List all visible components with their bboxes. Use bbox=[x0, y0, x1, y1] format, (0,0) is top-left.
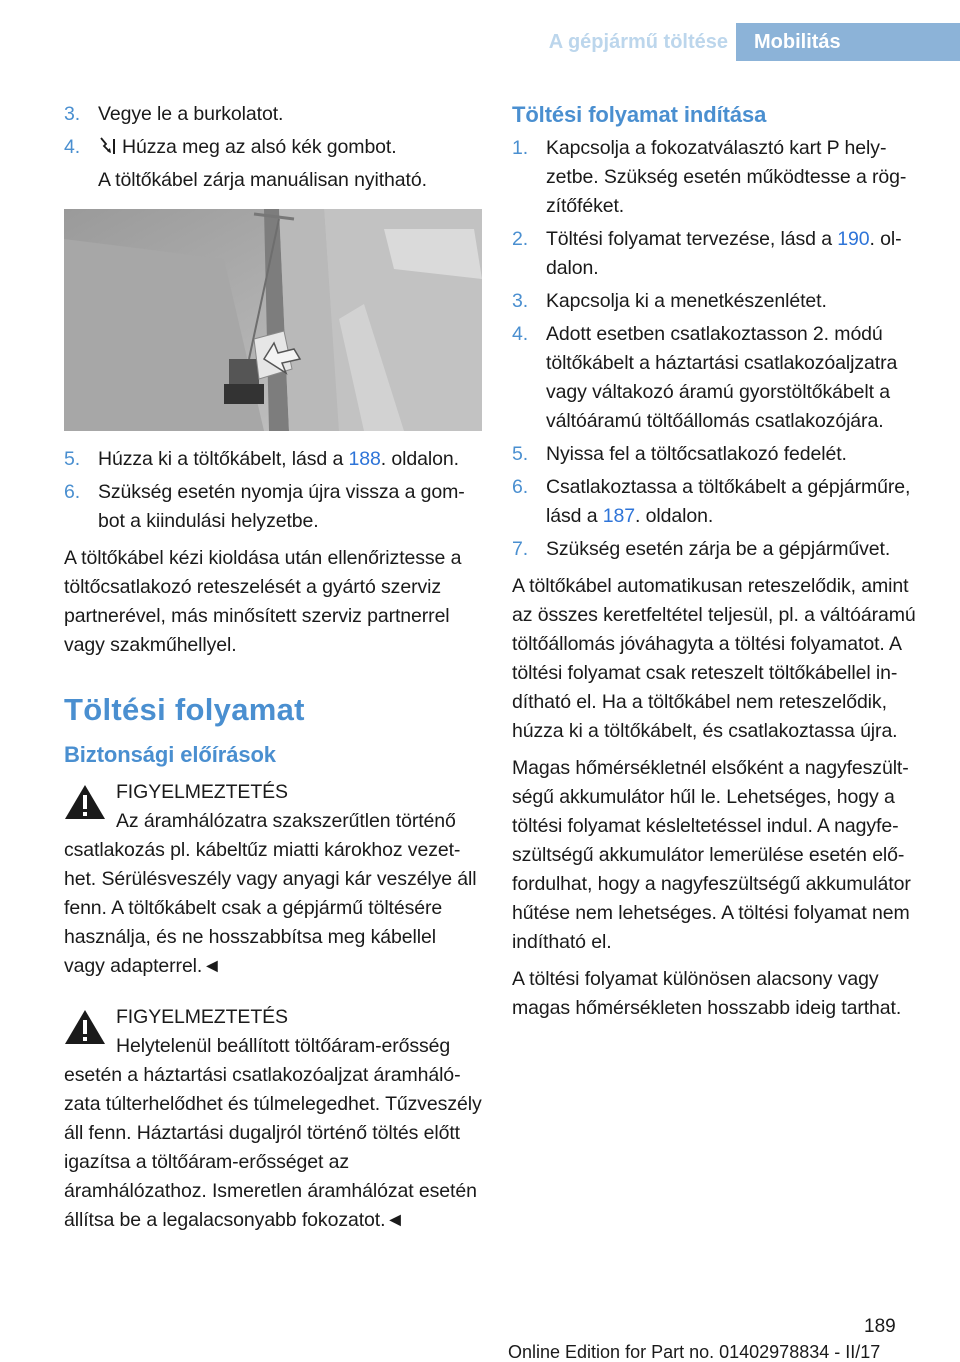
step-number: 1. bbox=[512, 137, 529, 159]
step-number: 5. bbox=[64, 448, 81, 470]
warning-triangle-icon bbox=[64, 1009, 106, 1045]
step-number: 6. bbox=[512, 476, 529, 498]
warning-text: csatlakozás pl. kábeltűz miatti károkhoz vezethet. Sérülésveszély vagy anyagi kár veszélye áll fenn. A töltőkábelt csak a gépjármű töltésére használja, és ne hosszabbítsa meg kábellel vagy adapterrel.◄ bbox=[64, 839, 477, 977]
step-4 bbox=[64, 133, 482, 162]
step-number: 3. bbox=[64, 103, 81, 125]
page-link-187[interactable]: 187 bbox=[602, 505, 636, 527]
step-text-pre: Húzza ki a töltőkábelt, lásd a bbox=[98, 448, 349, 470]
warning-block bbox=[64, 778, 482, 981]
charging-cable-lock-photo bbox=[64, 209, 482, 431]
section-heading: Töltési folyamat indítása bbox=[512, 102, 767, 127]
step-text: Szükség esetén zárja be a gépjárművet. bbox=[546, 538, 891, 560]
step-6 bbox=[512, 473, 932, 531]
edition-footer: Online Edition for Part no. 01402978834 - II/17 bbox=[508, 1342, 881, 1362]
step-text-pre: Töltési folyamat tervezése, lásd a bbox=[546, 228, 838, 250]
step-6 bbox=[64, 478, 482, 536]
warning-triangle-icon bbox=[64, 784, 106, 820]
step-text: Szükség esetén nyomja újra vissza a gombot a kiindulási helyzetbe. bbox=[98, 481, 465, 532]
pull-lever-icon bbox=[98, 136, 116, 156]
step-text: Kapcsolja a fokozatválasztó kart P helyzetbe. Szükség esetén működtesse a rögzítőféket. bbox=[546, 137, 907, 217]
step-3 bbox=[512, 287, 932, 316]
step-number: 4. bbox=[64, 136, 81, 158]
paragraph: A töltőkábel kézi kioldása után ellenőriztesse a töltőcsatlakozó reteszelését a gyártó szerviz partnerével, más minősített szerviz partnerrel vagy szakműhellyel. bbox=[64, 547, 462, 656]
step-5 bbox=[64, 445, 482, 474]
page-header bbox=[0, 23, 960, 61]
step-number: 7. bbox=[512, 538, 529, 560]
step-5 bbox=[512, 440, 932, 469]
step-number: 4. bbox=[512, 323, 529, 345]
step-4 bbox=[512, 320, 932, 436]
warning-title: FIGYELMEZTETÉS bbox=[116, 781, 288, 803]
warning-text: esetén a háztartási csatlakozóaljzat áramhálózata túlterhelődhet és túlmelegedhet. Tűzveszély áll fenn. Háztartási dugaljról történő töltés előtt igazítsa a töltőáram-erősséget az áramhálózathoz. Ismeretlen áramhálózat esetén állítsa be a legalacsonyabb fokozatot.◄ bbox=[64, 1064, 482, 1231]
step-text: Nyissa fel a töltőcsatlakozó fedelét. bbox=[546, 443, 847, 465]
paragraph: A töltőkábel automatikusan reteszelődik, amint az összes keretfeltétel teljesül, pl. a váltóáramú töltőállomás jóváhagyta a töltési folyamatot. A töltési folyamat csak reteszelt töltőkábellel indítható el. Ha a töltőkábel nem reteszelődik, húzza ki a töltőkábelt, és csatlakoztassa újra. bbox=[512, 575, 916, 742]
page-number: 189 bbox=[864, 1316, 896, 1337]
step-4-note: A töltőkábel zárja manuálisan nyitható. bbox=[98, 169, 427, 191]
page-link-190[interactable]: 190 bbox=[837, 228, 870, 250]
step-1 bbox=[512, 134, 932, 221]
step-text-post: . oldalon. bbox=[635, 505, 714, 527]
step-text: Kapcsolja ki a menetkészenlétet. bbox=[546, 290, 827, 312]
section-heading: Töltési folyamat bbox=[64, 692, 305, 727]
step-number: 6. bbox=[64, 481, 81, 503]
step-3 bbox=[64, 100, 482, 129]
step-number: 5. bbox=[512, 443, 529, 465]
step-number: 3. bbox=[512, 290, 529, 312]
left-column bbox=[64, 100, 482, 1251]
chapter-tab: Mobilitás bbox=[736, 23, 960, 61]
step-text: Húzza meg az alsó kék gombot. bbox=[122, 136, 397, 158]
step-2 bbox=[512, 225, 932, 283]
warning-title: FIGYELMEZTETÉS bbox=[116, 1006, 288, 1028]
paragraph: A töltési folyamat különösen alacsony vagy magas hőmérsékleten hosszabb ideig tarthat. bbox=[512, 968, 902, 1019]
paragraph: Magas hőmérsékletnél elsőként a nagyfeszültségű akkumulátor hűl le. Lehetséges, hogy a töltési folyamat késleltetéssel indul. A nagyfeszültségű akkumulátor lemerülése esetén előfordulhat, hogy a nagyfeszültségű akkumulátor hűtése nem lehetséges. A töltési folyamat nem indítható el. bbox=[512, 757, 911, 953]
warning-text-first: Az áramhálózatra szakszerűtlen történő bbox=[116, 810, 456, 832]
step-text-post: . oldalon. bbox=[380, 448, 459, 470]
step-text-pre: Csatlakoztassa a töltőkábelt a gépjárműre, lásd a bbox=[546, 476, 911, 527]
step-text: Adott esetben csatlakoztasson 2. módú töltőkábelt a háztartási csatlakozóaljzatra vagy váltakozó áramú gyorstöltőkábelt a váltóáramú töltőállomás csatlakozójára. bbox=[546, 323, 898, 432]
step-text: Vegye le a burkolatot. bbox=[98, 103, 284, 125]
subsection-heading: Biztonsági előírások bbox=[64, 742, 276, 767]
step-7 bbox=[512, 535, 932, 564]
section-title: A gépjármű töltése bbox=[507, 23, 736, 61]
right-column bbox=[512, 100, 932, 1031]
step-number: 2. bbox=[512, 228, 529, 250]
warning-block bbox=[64, 1003, 482, 1235]
step-text-post: . oldalon. bbox=[546, 228, 902, 279]
page-link-188[interactable]: 188 bbox=[348, 448, 381, 470]
warning-text-first: Helytelenül beállított töltőáram-erősség bbox=[116, 1035, 451, 1057]
